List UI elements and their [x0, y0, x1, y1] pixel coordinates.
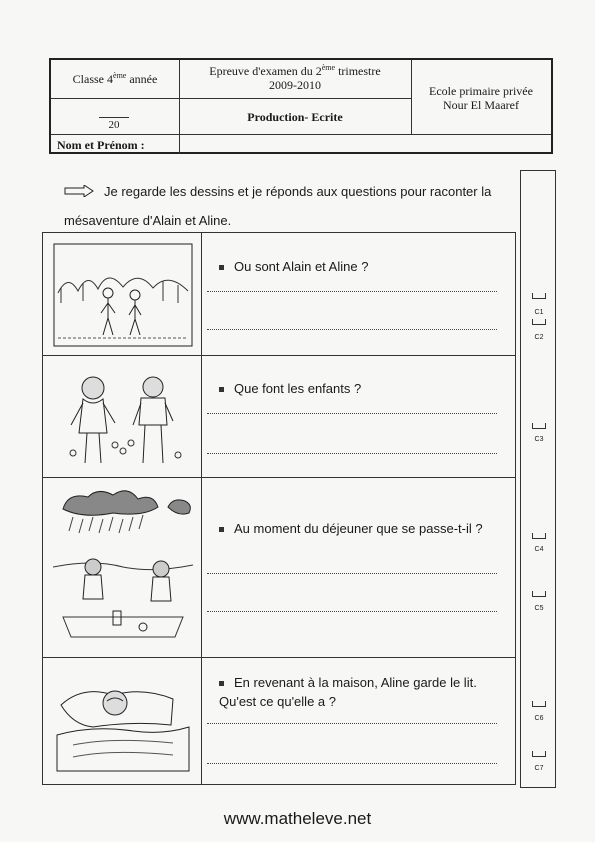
answer-line[interactable]	[207, 573, 497, 574]
criterion-label: C4	[534, 546, 544, 553]
score-box-c1[interactable]	[532, 293, 546, 299]
sick-child-in-bed-illustration	[53, 665, 193, 775]
criterion-label: C5	[534, 605, 544, 612]
question-text: En revenant à la maison, Aline garde le lit. Qu'est ce qu'elle a ?	[219, 675, 477, 709]
question-row-2	[43, 355, 515, 478]
school-name: Ecole primaire privée Nour El Maaref	[429, 84, 533, 112]
criterion-label: C6	[534, 715, 544, 722]
score-box-c2[interactable]	[532, 319, 546, 325]
question-grid	[42, 232, 516, 785]
score-box-c7[interactable]	[532, 751, 546, 757]
question-text: Que font les enfants ?	[219, 379, 509, 398]
instruction: Je regarde les dessins et je réponds aux questions pour raconter la mésaventure d'Alain et Aline.	[64, 178, 514, 235]
answer-line[interactable]	[207, 329, 497, 330]
criterion-label: C2	[534, 334, 544, 341]
score-total: 20	[99, 117, 129, 132]
criterion-label: C1	[534, 309, 544, 316]
arrow-icon	[64, 179, 94, 207]
question-row-1	[43, 233, 515, 356]
name-field-label: Nom et Prénom :	[57, 138, 145, 152]
header-table	[49, 58, 553, 154]
score-box-c4[interactable]	[532, 533, 546, 539]
picnic-rain-illustration	[53, 487, 193, 647]
answer-line[interactable]	[207, 763, 497, 764]
score-box-c5[interactable]	[532, 591, 546, 597]
answer-line[interactable]	[207, 453, 497, 454]
answer-line[interactable]	[207, 413, 497, 414]
footer-website: www.matheleve.net	[223, 809, 372, 828]
question-text: Ou sont Alain et Aline ?	[219, 257, 509, 276]
answer-line[interactable]	[207, 723, 497, 724]
question-text: Au moment du déjeuner que se passe-t-il ?	[219, 519, 509, 538]
children-picking-flowers-illustration	[53, 363, 193, 471]
question-row-4	[43, 657, 515, 785]
criteria-column	[520, 170, 556, 788]
subject-label: Production- Ecrite	[247, 110, 343, 124]
answer-line[interactable]	[207, 291, 497, 292]
answer-line[interactable]	[207, 611, 497, 612]
score-box-c6[interactable]	[532, 701, 546, 707]
criterion-label: C7	[534, 765, 544, 772]
two-children-walking-illustration	[53, 243, 193, 347]
question-row-3	[43, 477, 515, 658]
criterion-label: C3	[534, 436, 544, 443]
score-box-c3[interactable]	[532, 423, 546, 429]
exam-title: Epreuve d'examen du 2ème trimestre 2009-2010	[209, 63, 381, 92]
class-label: Classe 4ème année	[72, 71, 158, 86]
